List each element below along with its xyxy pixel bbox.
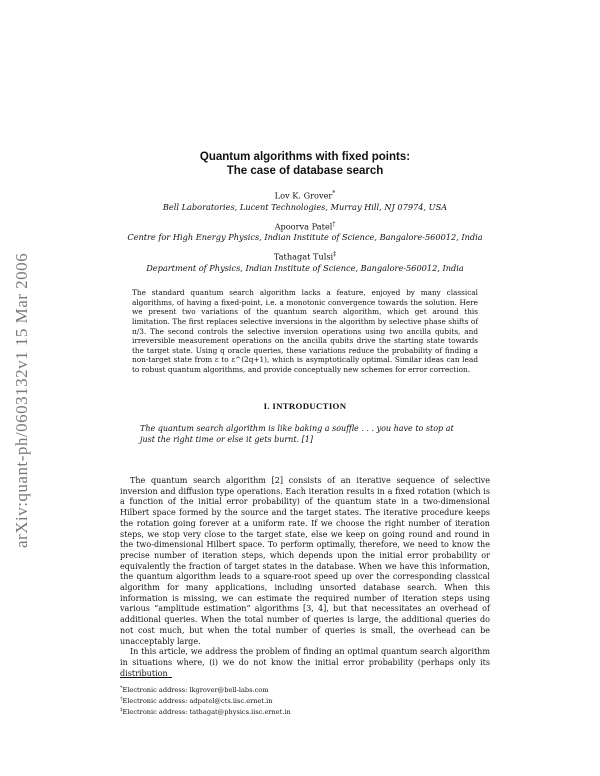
paper-title — [120, 150, 490, 178]
abstract: The standard quantum search algorithm lacks a feature, enjoyed by many classical algorithms, of having a fixed-point, i.e. a monotonic convergence towards the solution. Here we present two variations of the quantum search algorithm, which get around this limitation. The first replaces selective inversions in the algorithm by selective phase shifts of π/3. The second controls the selective inversion operations using two ancilla qubits, and irreversible measurement operations on the ancilla qubits drive the starting state towards the target state. Using q oracle queries, these variations reduce the probability of finding a non-target state from ε to ε^(2q+1), which is asymptotically optimal. Similar ideas can lead to robust quantum algorithms, and provide conceptually new schemes for error correction. — [132, 288, 478, 374]
epigraph: The quantum search algorithm is like baking a souffle . . . you have to stop at just the right time or else it gets burnt. [1] — [140, 423, 454, 444]
paper-front-matter — [120, 150, 490, 445]
author-block — [120, 219, 490, 244]
footnote-divider — [120, 677, 172, 678]
author-name: Apoorva Patel† — [274, 220, 336, 232]
title-line-2: The case of database search — [226, 165, 384, 177]
author-name: Tathagat Tulsi‡ — [273, 251, 337, 263]
paragraph: In this article, we address the problem of finding an optimal quantum search algorithm in situations where, (i) we do not know the initial error probability (perhaps only its distribution — [120, 647, 490, 678]
footnotes — [120, 684, 490, 718]
author-affiliation: Centre for High Energy Physics, Indian Institute of Science, Bangalore-560012, India — [127, 232, 483, 243]
author-block — [120, 188, 490, 213]
footnote: *Electronic address: lkgrover@bell-labs.com — [120, 685, 269, 695]
author-affiliation: Bell Laboratories, Lucent Technologies, Murray Hill, NJ 07974, USA — [162, 201, 448, 212]
title-line-1: Quantum algorithms with fixed points: — [199, 151, 411, 163]
paragraph: The quantum search algorithm [2] consists of an iterative sequence of selective inversion and diffusion type operations. Each iteration results in a fixed rotation (which is a function of the initial error probability) of the quantum state in a two-dimensional Hilbert space formed by the source and the target states. The iterative procedure keeps the rotation going forever at a uniform rate. If we choose the right number of iteration steps, we stop very close to the target state, else we keep on going round and round in the two-dimensional Hilbert space. To perform optimally, therefore, we need to know the precise number of iteration steps, which depends upon the initial error probability or equivalently the fraction of target states in the database. When we have this information, the quantum algorithm leads to a square-root speed up over the corresponding classical algorithm for many applications, including unsorted database search. When this information is missing, we can estimate the required number of iteration steps using various “amplitude estimation” algorithms [3, 4], but that necessitates an overhead of additional queries. When the total number of queries is large, the additional queries do not cost much, but when the total number of queries is small, the overhead can be unacceptably large. — [120, 476, 490, 646]
author-block — [120, 249, 490, 274]
introduction-body — [120, 476, 490, 679]
footnote: †Electronic address: adpatel@cts.iisc.ernet.in — [120, 696, 273, 706]
arxiv-identifier: arXiv:quant-ph/0603132v1 15 Mar 2006 — [12, 252, 31, 548]
footnote: ‡Electronic address: tathagat@physics.iisc.ernet.in — [120, 707, 291, 717]
section-heading: I. INTRODUCTION — [263, 400, 347, 411]
author-affiliation: Department of Physics, Indian Institute of Science, Bangalore-560012, India — [146, 263, 464, 274]
author-list — [120, 188, 490, 274]
author-name: Lov K. Grover* — [274, 190, 336, 201]
